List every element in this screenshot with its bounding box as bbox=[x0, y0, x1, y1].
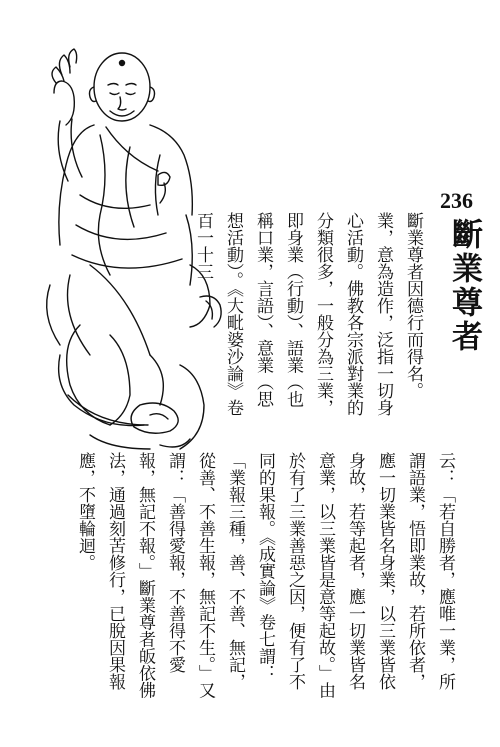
body-text-upper: 斷業尊者因德行而得名。業，意為造作，泛指一切身心活動。佛教各宗派對業的分類很多，一般分為三業，即身業（行動）、語業（也稱口業，言語）、意業（思想活動）。《大毗婆沙論》卷百一十三 bbox=[193, 212, 423, 416]
entry-title: 斷業尊者 bbox=[446, 218, 482, 354]
body-text-lower: 云：「若自勝者，應唯一業，所謂語業，悟即業故，若所依者，應一切業皆名身業，以三業皆依身故，若等起者，應一切業皆名意業，以三業皆是意等起故。」由於有了三業善惡之因，便有了不同的果報。《成實論》卷七謂：「業報三種，善、不善、無記，從善、不善生報，無記不生。」又謂：「善得愛報，不善得不愛報，無記不報。」斷業尊者皈依佛法，通過刻苦修行，已脫因果報應，不墮輪迴。 bbox=[75, 452, 455, 699]
entry-number: 236 bbox=[440, 188, 473, 213]
